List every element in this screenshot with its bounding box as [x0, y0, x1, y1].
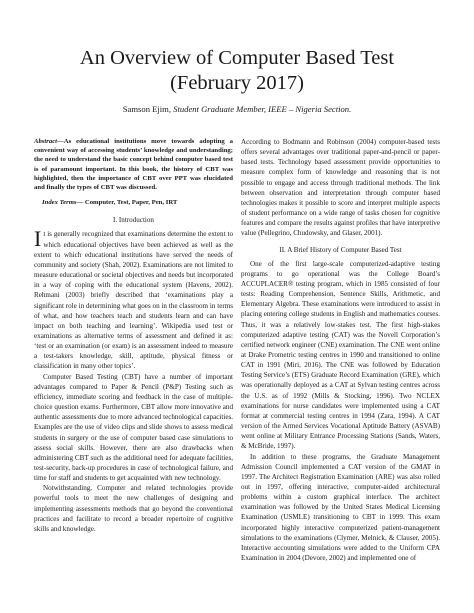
intro-paragraph-1-text: t is generally recognized that examinations determine the extent to which educational objectives have been achieved as well as the extent to which educational institutions have served the needs of community and society (Shah, 2002). Examinations are not limited to measure educational or societal objectives and needs but incorporated in a way of coping with the educational system (Havens, 2002). Rehmani (2003) briefly described that ‘examinations play a significant role in determining what goes on in the classroom in terms of what, and how teachers teach and students learn and can have impact on both teaching and learning’. Wikipedia used test or examinations as alternative terms of assessment and defined it as: ‘test or an examination (or exam) is an assessment indeed to measure a test-takers knowledge, skill, aptitude, physical fitness or classification in many other topics’. — [34, 230, 233, 371]
abstract-label: Abstract — [34, 138, 58, 145]
history-paragraph-2: In addition to these programs, the Graduate Management Admission Council implemented a CAT version of the GMAT in 1997. The Architect Registration Examination (ARE) was also rolled out in 1997, offering interactive, computer-aided architectural problems within a custom graphical interface. The architect examination was followed by the United States Medical Licensing Examination (USMLE) transitioning to CBT in 1999. This exam incorporated highly interactive computerized patient-management simulations to the examinations (Clymer, Melnick, & Clauser, 2005). Interactive accounting simulations were added to the Uniform CPA Examination in 2004 (Devore, 2002) and implemented one of — [241, 452, 440, 563]
intro-paragraph-1 — [34, 226, 233, 371]
index-terms — [34, 198, 233, 207]
author-affiliation: Student Graduate Member, IEEE – Nigeria Section. — [173, 104, 352, 114]
title-line-1: An Overview of Computer Based Test — [79, 47, 395, 69]
drop-cap: I — [34, 226, 42, 252]
abstract — [34, 137, 233, 192]
author-name: Samson Ejim, — [122, 104, 172, 114]
index-terms-text: — Computer, Test, Paper, Pen, IRT — [76, 199, 178, 207]
author-line — [0, 104, 474, 115]
right-paragraph-1: According to Bodmann and Robinson (2004) computer-based tests offers several advantages over traditional paper-and-pencil or paper-based tests. Technology based assessment provide opportunities to measure complex form of knowledge and reasoning that is not possible to engage and access through traditional methods. The link between observation and interpretation through computer based technologies makes it possible to score and interpret multiple aspects of student performance on a wide range of tasks chosen for cognitive features and compare the results against profiles that have interpretive value (Pellegrino, Chudowsky, and Glaser, 2001). — [241, 138, 440, 238]
section-1-heading: I. Introduction — [113, 216, 154, 225]
title-line-2: (February 2017) — [170, 72, 304, 94]
section-2-heading: II. A Brief History of Computer Based Test — [279, 245, 402, 254]
right-column — [241, 137, 440, 563]
history-paragraph-1: One of the first large-scale computerized-adaptive testing programs to go operational was the College Board’s ACCUPLACER® testing program, which in 1985 consisted of four tests: Reading Comprehension, Sentence Skills, Arithmetic, and Elementary Algebra. These examinations were introduced to assist in placing entering college students in English and mathematics courses. Thus, it was a relatively low-stakes test. The first high-stakes computerized adaptive testing (CAT) was the Novell Corporation’s certified network engineer (CNE) examination. The CNE went online at Drake Prometric testing centres in 1990 and transitioned to online CAT in 1991 (Miri, 2016). The CNE was followed by Education Testing Service’s (ETS) Graduate Record Examination (GRE), which was operationally deployed as a CAT at Sylvan testing centres across the U.S. as of 1992 (Mills & Stocking, 1996). Two NCLEX examinations for nurse candidates were implemented using a CAT format at commercial testing centres in 1994 (Zara, 1994). A CAT version of the Armed Services Vocational Aptitude Battery (ASVAB) went online at Military Entrance Processing Stations (Sands, Waters, & McBride, 1997). — [241, 259, 440, 451]
left-column — [34, 137, 233, 534]
abstract-text: —As educational institutions move towards adopting a convenient way of accessing students’ knowledge and understanding; the need to understand the basic concept behind computer based test is of paramount important. In this book, the history of CBT was highlighted, then the importance of CBT over PPT was elucidated and finally the types of CBT was discussed. — [34, 138, 233, 192]
paper-title — [0, 46, 474, 96]
intro-paragraph-2: Computer Based Testing (CBT) have a number of important advantages compared to Paper & Pencil (P&P) Testing such as efficiency, immediate scoring and feedback in the case of multiple-choice question exams. Furthermore, CBT allow more innovative and authentic assessments due to more advanced technological capacities. Examples are the use of video clips and slide shows to assess medical students in surgery or the use of computer based case simulations to assess social skills. However, there are also drawbacks when administering CBT such as the additional need for adequate facilities, test-security, back-up procedures in case of technological failure, and time for staff and students to get acquainted with new technology. — [34, 372, 233, 483]
index-terms-label: Index Terms — [42, 199, 77, 207]
intro-paragraph-3: Notwithstanding, Computer and related technologies provide powerful tools to meet the new challenges of designing and implementing assessments methods that go beyond the conventional practices and facilitate to record a broader repertoire of cognitive skills and knowledge. — [34, 484, 233, 533]
